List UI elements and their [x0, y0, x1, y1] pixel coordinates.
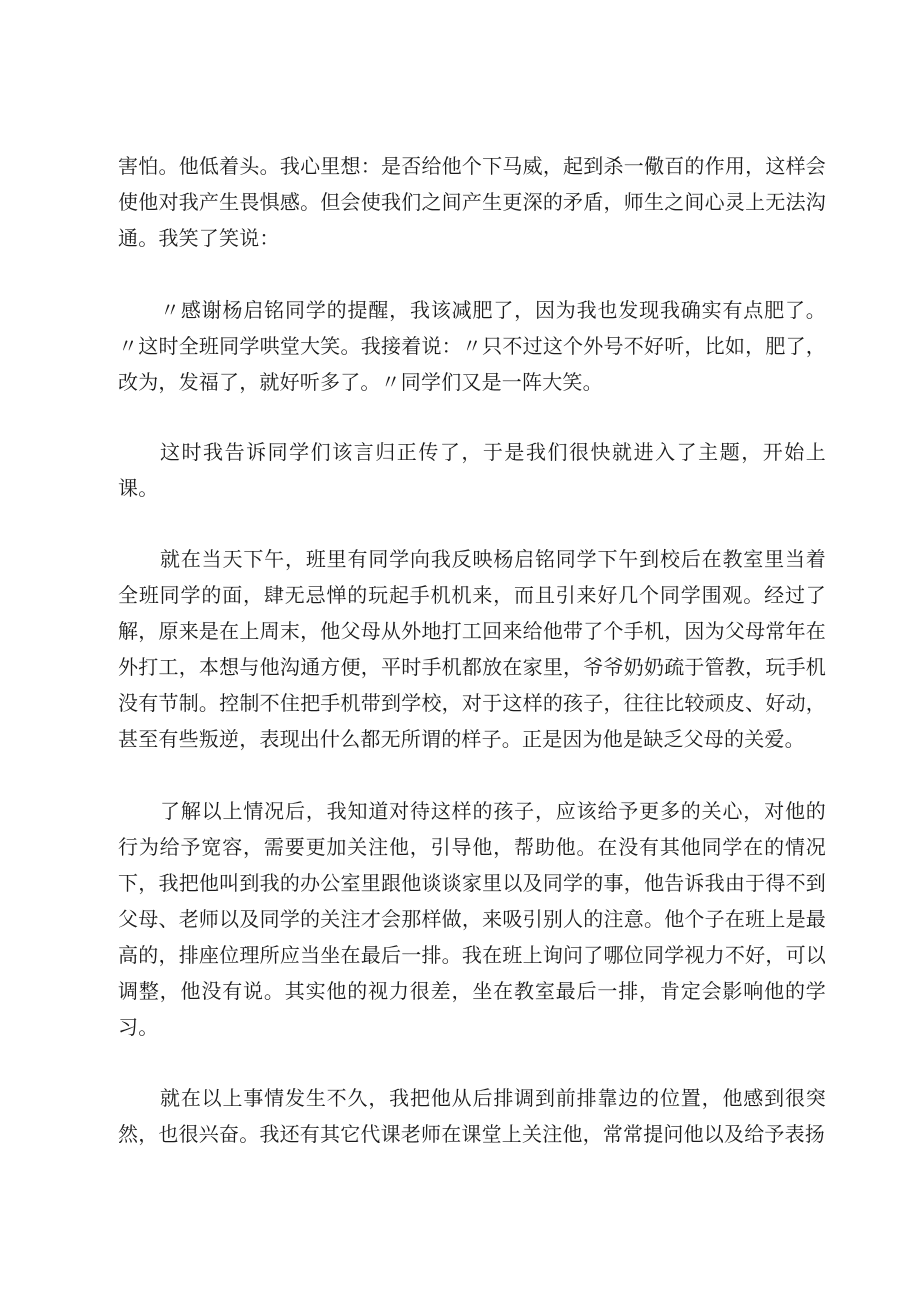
paragraph-6: 就在以上事情发生不久，我把他从后排调到前排靠边的位置，他感到很突然，也很兴奋。我还有其它代课老师在课堂上关注他，常常提问他以及给予表扬	[118, 1086, 826, 1146]
document-page	[118, 148, 826, 1152]
paragraph-3: 这时我告诉同学们该言归正传了，于是我们很快就进入了主题，开始上课。	[118, 440, 826, 500]
paragraph-5: 了解以上情况后，我知道对待这样的孩子，应该给予更多的关心，对他的行为给予宽容，需要更加关注他，引导他，帮助他。在没有其他同学在的情况下，我把他叫到我的办公室里跟他谈谈家里以及同学的事，他告诉我由于得不到父母、老师以及同学的关注才会那样做，来吸引别人的注意。他个子在班上是最高的，排座位理所应当坐在最后一排。我在班上询问了哪位同学视力不好，可以调整，他没有说。其实他的视力很差，坐在教室最后一排，肯定会影响他的学习。	[118, 799, 826, 1039]
paragraph-2: 〃感谢杨启铭同学的提醒，我该减肥了，因为我也发现我确实有点肥了。〃这时全班同学哄堂大笑。我接着说：〃只不过这个外号不好听，比如，肥了，改为，发福了，就好听多了。〃同学们又是一阵大笑。	[118, 298, 826, 394]
paragraph-4: 就在当天下午，班里有同学向我反映杨启铭同学下午到校后在教室里当着全班同学的面，肆无忌惮的玩起手机机来，而且引来好几个同学围观。经过了解，原来是在上周末，他父母从外地打工回来给他带了个手机，因为父母常年在外打工，本想与他沟通方便，平时手机都放在家里，爷爷奶奶疏于管教，玩手机没有节制。控制不住把手机带到学校，对于这样的孩子，往往比较顽皮、好动，甚至有些叛逆，表现出什么都无所谓的样子。正是因为他是缺乏父母的关爱。	[118, 547, 826, 751]
paragraph-1: 害怕。他低着头。我心里想：是否给他个下马威，起到杀一儆百的作用，这样会使他对我产生畏惧感。但会使我们之间产生更深的矛盾，师生之间心灵上无法沟通。我笑了笑说：	[118, 154, 826, 250]
